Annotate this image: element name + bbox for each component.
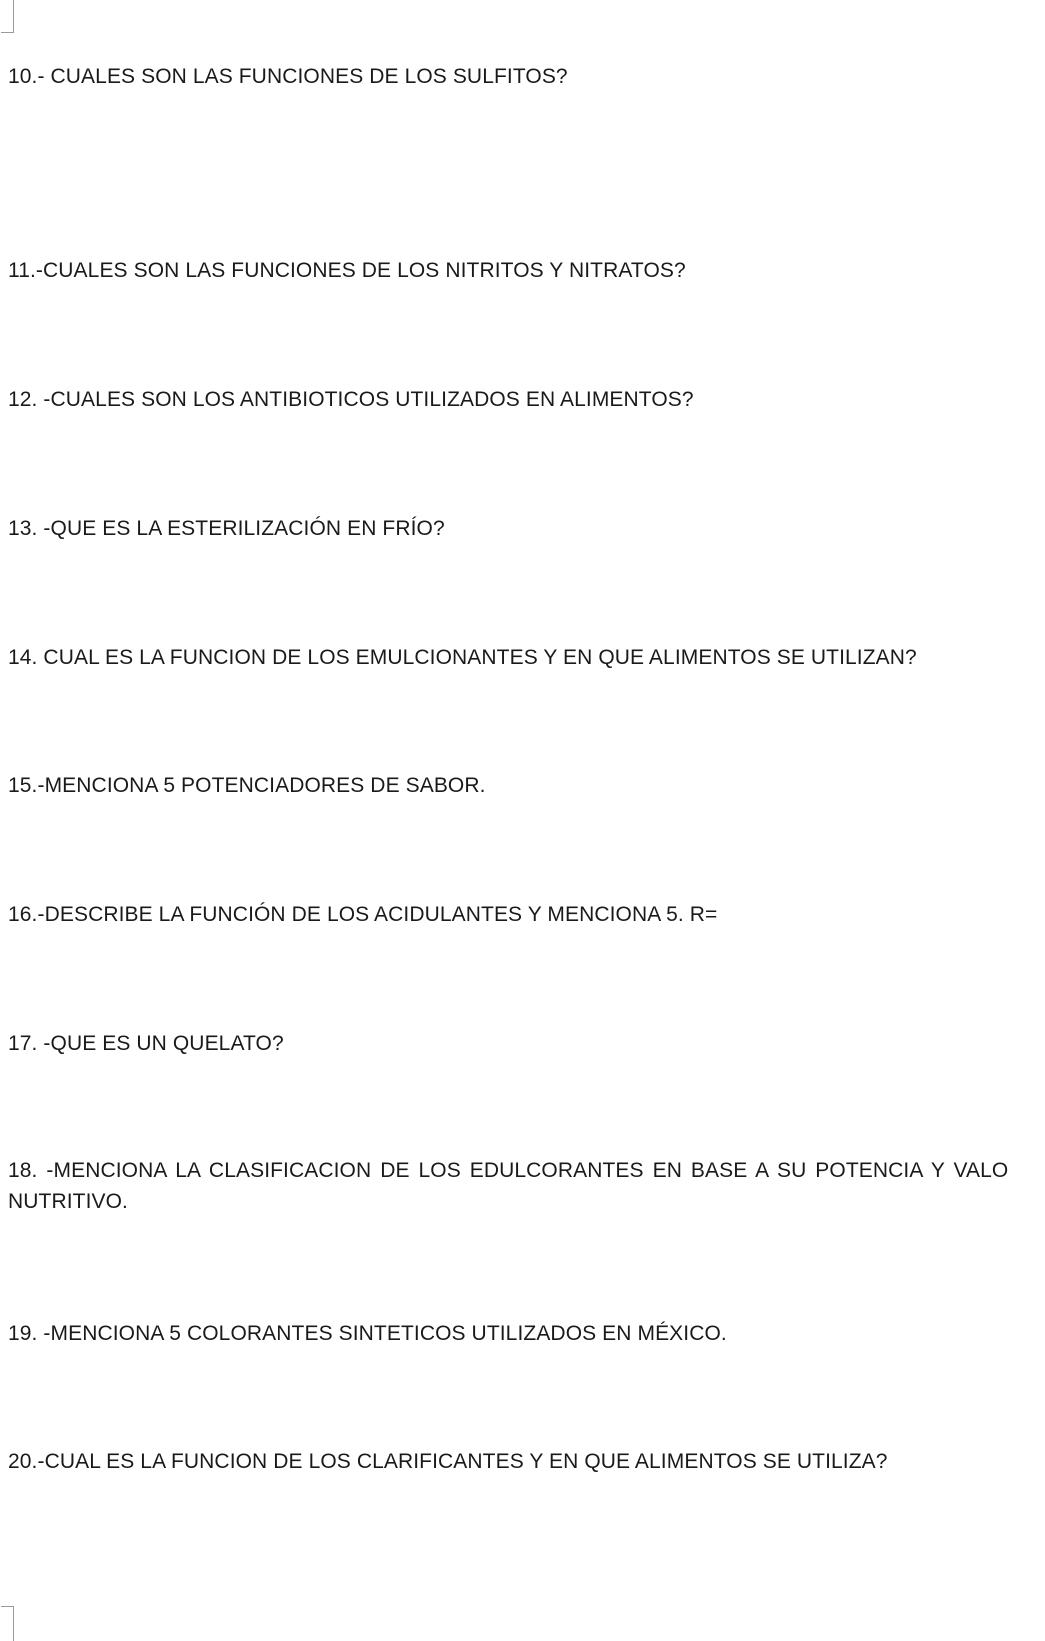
crop-mark-bottom	[13, 1606, 15, 1641]
question-11: 11.-CUALES SON LAS FUNCIONES DE LOS NITRITOS Y NITRATOS?	[8, 259, 686, 282]
question-20: 20.-CUAL ES LA FUNCION DE LOS CLARIFICANTES Y EN QUE ALIMENTOS SE UTILIZA?	[8, 1450, 888, 1473]
question-12: 12. -CUALES SON LOS ANTIBIOTICOS UTILIZADOS EN ALIMENTOS?	[8, 388, 694, 411]
question-16: 16.-DESCRIBE LA FUNCIÓN DE LOS ACIDULANTES Y MENCIONA 5. R=	[8, 903, 718, 926]
question-13: 13. -QUE ES LA ESTERILIZACIÓN EN FRÍO?	[8, 517, 445, 540]
question-17: 17. -QUE ES UN QUELATO?	[8, 1032, 284, 1055]
question-19: 19. -MENCIONA 5 COLORANTES SINTETICOS UTILIZADOS EN MÉXICO.	[8, 1322, 727, 1345]
question-10: 10.- CUALES SON LAS FUNCIONES DE LOS SULFITOS?	[8, 65, 568, 88]
question-14: 14. CUAL ES LA FUNCION DE LOS EMULCIONANTES Y EN QUE ALIMENTOS SE UTILIZAN?	[8, 646, 917, 669]
question-15: 15.-MENCIONA 5 POTENCIADORES DE SABOR.	[8, 774, 486, 797]
question-18: 18. -MENCIONA LA CLASIFICACION DE LOS EDULCORANTES EN BASE A SU POTENCIA Y VALO NUTRITIVO.	[8, 1159, 1009, 1213]
crop-mark-top	[13, 0, 15, 32]
